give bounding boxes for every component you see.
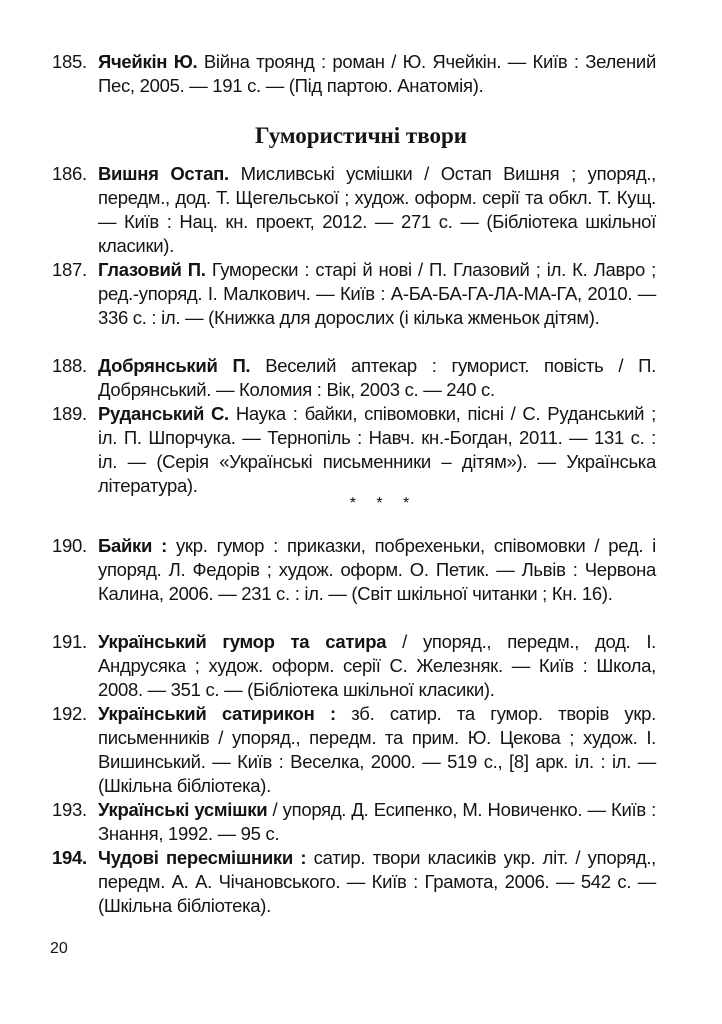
entry-text: / упоряд., передм., дод. І. Андрусяка ; худож. оформ. серії С. Железняк. — Київ : Школа, 2008. — 351 с. — (Бібліотека шкільної класики). — [98, 631, 657, 700]
entry-text: укр. гумор : приказки, побрехеньки, співомовки / ред. і упоряд. Л. Федорів ; худож. оформ. О. Петик. — Львів : Червона Калина, 2006. — 231 с. : іл. — (Світ шкільної читанки ; Кн. 16). — [98, 535, 656, 604]
entry-author: Глазовий П. — [98, 259, 206, 280]
entry-text: сатир. твори класиків укр. літ. / упоряд., передм. А. А. Чічановського. — Київ : Грамота, 2006. — 542 с. — (Шкільна бібліотека). — [98, 847, 656, 916]
entry-number: 187. — [52, 259, 87, 280]
entry-author: Добрянський П. — [98, 355, 251, 376]
entry-author: Українські усмішки — [98, 799, 268, 820]
entry-number: 191. — [52, 631, 87, 652]
entry-number: 190. — [52, 535, 87, 556]
entry-number: 193. — [52, 799, 87, 820]
entry-191 — [52, 630, 656, 702]
page-number: 20 — [50, 940, 68, 957]
separator-asterisks: * * * — [349, 495, 418, 512]
entry-number: 192. — [52, 703, 87, 724]
entry-193 — [52, 798, 656, 846]
entry-186 — [52, 162, 656, 258]
entry-author: Ячейкін Ю. — [98, 51, 198, 72]
entry-author: Руданський С. — [98, 403, 229, 424]
entry-author: Український сатирикон : — [98, 703, 336, 724]
entry-text: Мисливські усмішки / Остап Вишня ; упоряд., передм., дод. Т. Щегельської ; худож. оформ. серії та обкл. Т. Кущ. — Київ : Нац. кн. проект, 2012. — 271 с. — (Бібліотека шкільної класики). — [98, 163, 656, 256]
entry-192 — [52, 702, 656, 798]
entry-text: Гуморески : старі й нові / П. Глазовий ; іл. К. Лавро ; ред.-упоряд. І. Малкович. — Київ : А-БА-БА-ГА-ЛА-МА-ГА, 2010. — 336 с. : іл. — (Книжка для дорослих (і кілька жменьок дітям). — [98, 259, 657, 328]
entry-number: 194. — [52, 847, 87, 868]
entry-number: 188. — [52, 355, 87, 376]
section-heading: Гумористичні твори — [254, 123, 468, 148]
entry-text: Війна троянд : роман / Ю. Ячейкін. — Київ : Зелений Пес, 2005. — 191 с. — (Під партою. Анатомія). — [98, 51, 656, 96]
entry-number: 185. — [52, 51, 87, 72]
entry-188 — [52, 354, 656, 402]
entry-author: Український гумор та сатира — [98, 631, 387, 652]
entry-189 — [52, 402, 656, 498]
entry-text: / упоряд. Д. Есипенко, М. Новиченко. — Київ : Знання, 1992. — 95 с. — [98, 799, 656, 844]
entry-185 — [52, 50, 656, 98]
entry-number: 186. — [52, 163, 87, 184]
entry-text: зб. сатир. та гумор. творів укр. письменників / упоряд., передм. та прим. Ю. Цекова ; худож. І. Вишинський. — Київ : Веселка, 2000. — 519 с., [8] арк. іл. : іл. — (Шкільна бібліотека). — [98, 703, 656, 796]
entry-194 — [52, 846, 656, 918]
entry-187 — [52, 258, 656, 330]
entry-190 — [52, 534, 656, 606]
entry-author: Байки : — [98, 535, 167, 556]
entry-author: Вишня Остап. — [98, 163, 229, 184]
entry-text: Наука : байки, співомовки, пісні / С. Руданський ; іл. П. Шпорчука. — Тернопіль : Навч. кн.-Богдан, 2011. — 131 с. : іл. — (Серія «Українські письменники – дітям»). — Українська література). — [98, 403, 657, 496]
entry-text: Веселий аптекар : гуморист. повість / П. Добрянський. — Коломия : Вік, 2003 с. — 240 с. — [98, 355, 656, 400]
entry-number: 189. — [52, 403, 87, 424]
entry-author: Чудові пересмішники : — [98, 847, 307, 868]
